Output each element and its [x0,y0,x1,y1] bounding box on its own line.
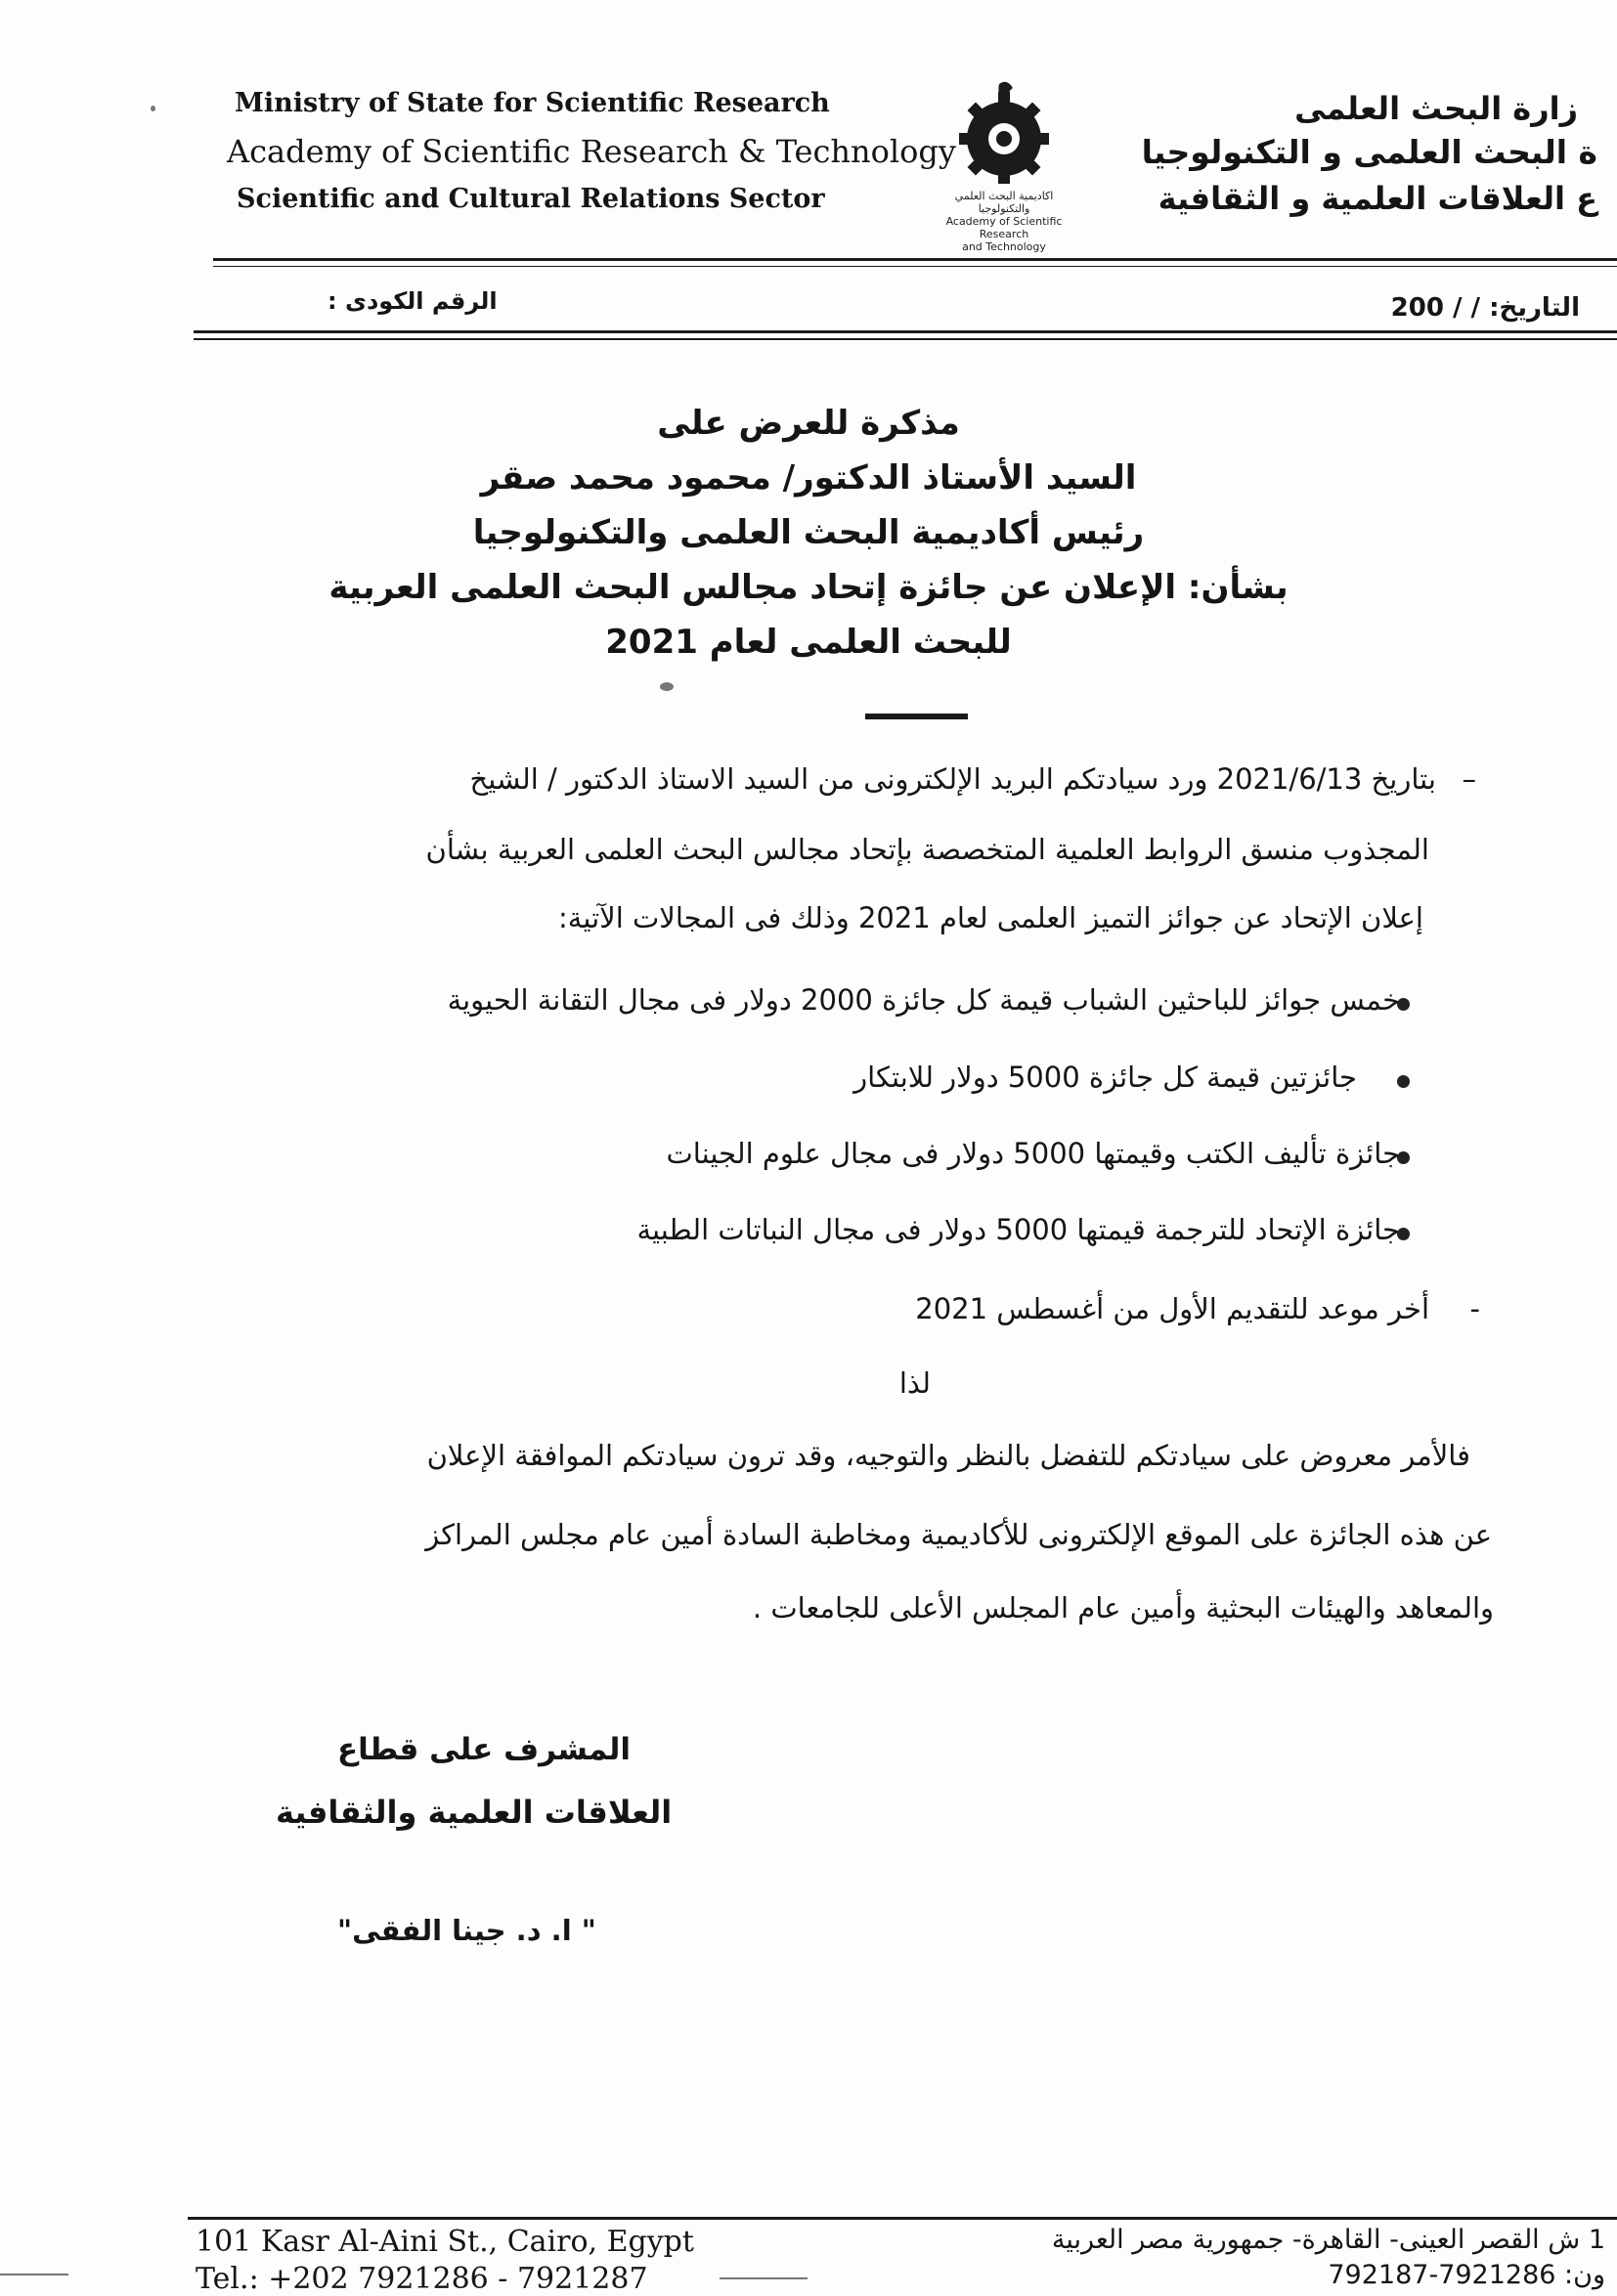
para1-dash: – [1462,762,1476,796]
signature-title-1: المشرف على قطاع [337,1732,631,1767]
logo-caption-en-2: and Technology [962,240,1046,253]
title-underline [865,714,968,719]
para2-line-3: والمعاهد والهيئات البحثية وأمين عام المجلس الأعلى للجامعات . [752,1591,1494,1625]
meta-rule [194,330,1617,333]
meta-rule-thin [194,338,1617,340]
para1-line-2: المجذوب منسق الروابط العلمية المتخصصة بإتحاد مجالس البحث العلمى العربية بشأن [425,833,1429,866]
footer-en-tel: Tel.: +202 7921286 - 7921287 [196,2262,648,2296]
para1-line-1: بتاريخ 2021/6/13 ورد سيادتكم البريد الإلكترونى من السيد الاستاذ الدكتور / الشيخ [469,762,1436,796]
bullet-item-1: خمس جوائز للباحثين الشباب قيمة كل جائزة 2000 دولار فى مجال التقانة الحيوية [447,983,1400,1017]
header-en-academy: Academy of Scientific Research & Technology [227,133,956,170]
academy-logo [931,78,1077,253]
scan-speck [151,106,155,111]
memo-title [0,396,1617,670]
footer-rule [188,2217,1617,2220]
title-line-4: بشأن: الإعلان عن جائزة إتحاد مجالس البحث العلمى العربية [328,568,1289,607]
scan-speck [720,2277,808,2279]
para2-line-2: عن هذه الجائزة على الموقع الإلكترونى للأكاديمية ومخاطبة السادة أمين عام مجلس المراكز [425,1518,1492,1551]
deadline-dash: - [1469,1292,1480,1325]
header-ar-academy: ة البحث العلمى و التكنولوجيا [1141,133,1597,171]
gear-emblem-icon [950,78,1058,186]
logo-caption-en-1: Academy of Scientific Research [945,215,1063,240]
scan-speck [660,682,674,691]
footer-ar-address: 1 ش القصر العينى- القاهرة- جمهورية مصر العربية [1051,2225,1605,2255]
header-ar-ministry: زارة البحث العلمى [1294,90,1578,127]
header-rule-top-thin [213,266,1617,267]
para2-line-1: فالأمر معروض على سيادتكم للتفضل بالنظر والتوجيه، وقد ترون سيادتكم الموافقة الإعلان [426,1439,1470,1472]
footer-ar-tel: ون: 7921286-792187 [1328,2260,1605,2290]
date-field: التاريخ: / / 200 [1390,293,1580,323]
bullet-item-4: جائزة الإتحاد للترجمة قيمتها 5000 دولار فى مجال النباتات الطبية [636,1213,1400,1246]
signature-name: " ا. د. جينا الفقى" [337,1914,596,1947]
bullet-item-2: جائزتين قيمة كل جائزة 5000 دولار للابتكار [853,1061,1357,1094]
title-line-1: مذكرة للعرض على [657,404,960,443]
therefore-label: لذا [898,1366,931,1400]
deadline-text: أخر موعد للتقديم الأول من أغسطس 2021 [915,1292,1429,1325]
bullet-item-3: جائزة تأليف الكتب وقيمتها 5000 دولار فى مجال علوم الجينات [666,1137,1400,1170]
code-number-label: الرقم الكودى : [328,287,498,315]
logo-caption-ar: اكاديمية البحث العلمي والتكنولوجيا [954,190,1054,215]
title-line-5: للبحث العلمى لعام 2021 [605,623,1012,662]
footer-en-address: 101 Kasr Al-Aini St., Cairo, Egypt [196,2225,694,2259]
signature-title-2: العلاقات العلمية والثقافية [276,1794,673,1831]
title-line-2: السيد الأستاذ الدكتور/ محمود محمد صقر [480,458,1137,498]
title-line-3: رئيس أكاديمية البحث العلمى والتكنولوجيا [472,513,1145,552]
header-en-sector: Scientific and Cultural Relations Sector [237,184,825,214]
header-en-ministry: Ministry of State for Scientific Research [235,88,830,118]
bullet-dot [1397,1075,1410,1088]
header-ar-sector: ع العلاقات العلمية و الثقافية [1158,180,1597,217]
scan-speck [0,2274,68,2275]
para1-line-3: إعلان الإتحاد عن جوائز التميز العلمى لعام 2021 وذلك فى المجالات الآتية: [558,901,1423,934]
header-rule-top [213,258,1617,261]
